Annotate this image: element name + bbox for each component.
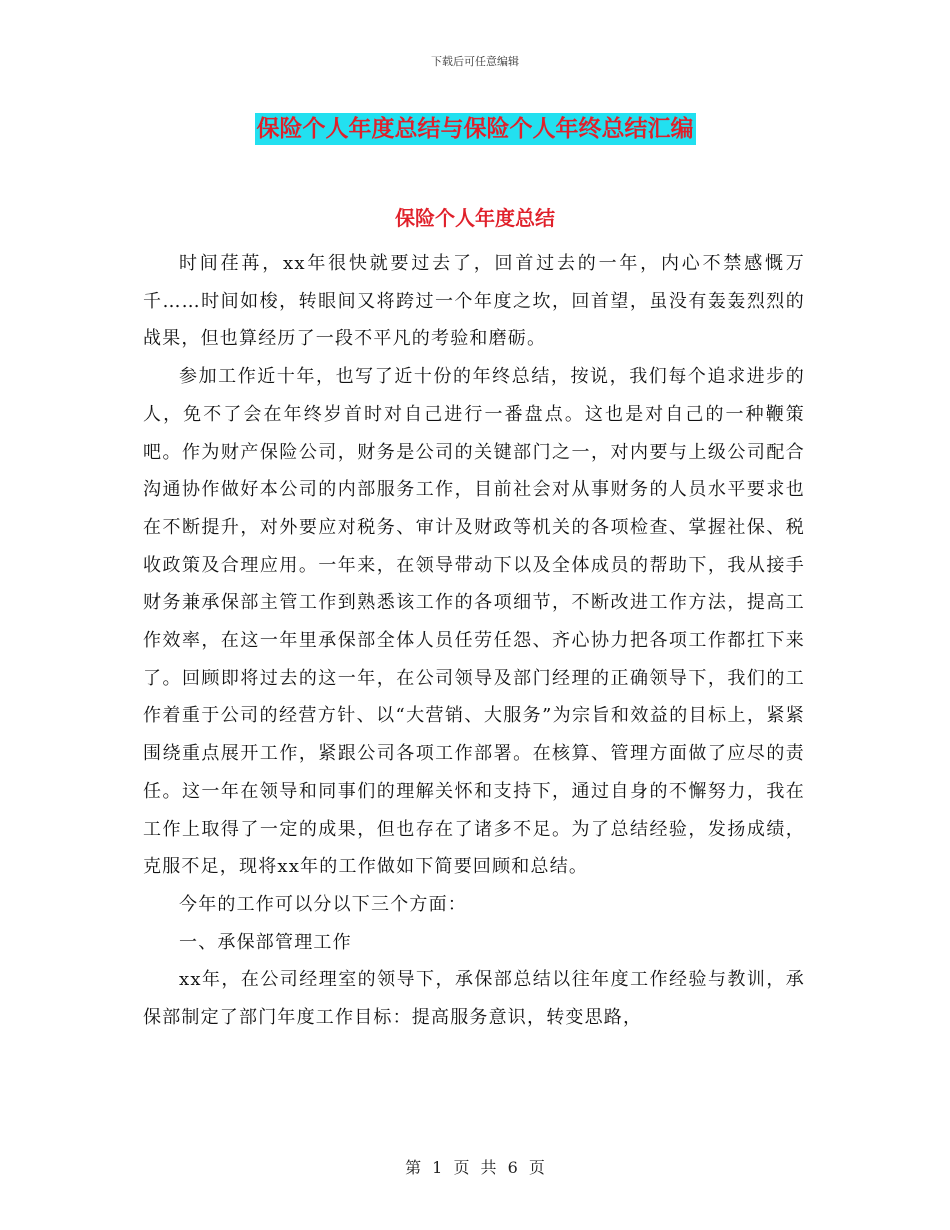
paragraph: 时间荏苒，xx年很快就要过去了，回首过去的一年，内心不禁感慨万千……时间如梭，转眼间又将跨过一个年度之坎，回首望，虽没有轰轰烈烈的战果，但也算经历了一段不平凡的考验和磨砺。 bbox=[143, 253, 805, 350]
section-title: 保险个人年度总结 bbox=[395, 206, 555, 230]
paragraph: xx年，在公司经理室的领导下，承保部总结以往年度工作经验与教训，承保部制定了部门年度工作目标：提高服务意识，转变思路， bbox=[143, 969, 805, 1029]
main-title-wrap bbox=[0, 113, 950, 145]
paragraph: 一、承保部管理工作 bbox=[179, 931, 352, 953]
main-title: 保险个人年度总结与保险个人年终总结汇编 bbox=[255, 113, 696, 145]
paragraph: 今年的工作可以分以下三个方面： bbox=[179, 893, 467, 915]
paragraph: 参加工作近十年，也写了近十份的年终总结，按说，我们每个追求进步的人，免不了会在年终岁首时对自己进行一番盘点。这也是对自己的一种鞭策吧。作为财产保险公司，财务是公司的关键部门之一，对内要与上级公司配合沟通协作做好本公司的内部服务工作，目前社会对从事财务的人员水平要求也在不断提升，对外要应对税务、审计及财政等机关的各项检查、掌握社保、税收政策及合理应用。一年来，在领导带动下以及全体成员的帮助下，我从接手财务兼承保部主管工作到熟悉该工作的各项细节，不断改进工作方法，提高工作效率，在这一年里承保部全体人员任劳任怨、齐心协力把各项工作都扛下来了。回顾即将过去的这一年，在公司领导及部门经理的正确领导下，我们的工作着重于公司的经营方针、以“大营销、大服务”为宗旨和效益的目标上，紧紧围绕重点展开工作，紧跟公司各项工作部署。在核算、管理方面做了应尽的责任。这一年在领导和同事们的理解关怀和支持下，通过自身的不懈努力，我在工作上取得了一定的成果，但也存在了诸多不足。为了总结经验，发扬成绩，克服不足，现将xx年的工作做如下简要回顾和总结。 bbox=[143, 366, 805, 878]
page-footer: 第 1 页 共 6 页 bbox=[405, 1158, 545, 1177]
body-text bbox=[143, 245, 805, 1037]
header-note: 下载后可任意编辑 bbox=[431, 55, 519, 68]
